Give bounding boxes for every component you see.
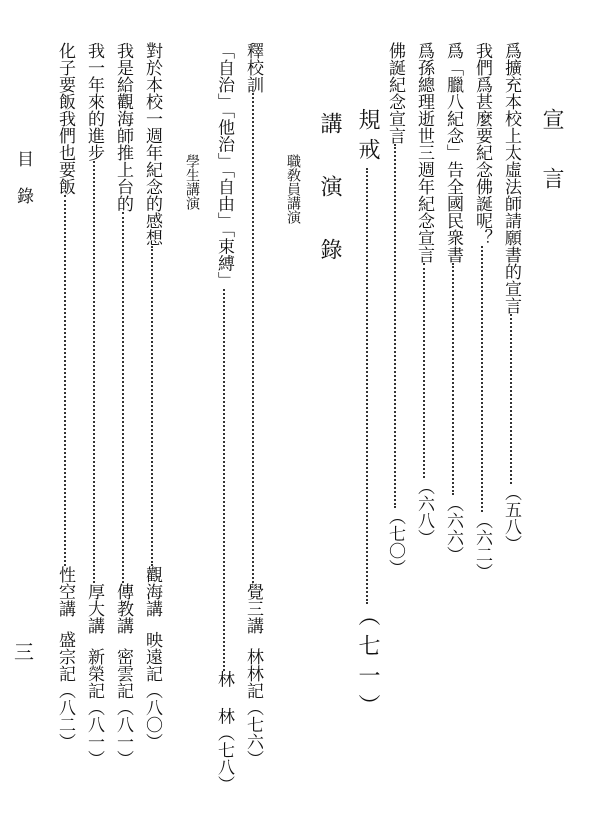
entry-page: （六二） (472, 512, 492, 580)
entry-title: 我們爲甚麼要紀念佛誕呢？ (472, 42, 492, 246)
entry-page: （七〇） (385, 508, 405, 576)
section-heading-jiangyan: 講 演 錄 (317, 112, 342, 268)
entry-page: （六六） (443, 495, 463, 563)
entry-page: 林 林（七八） (214, 670, 234, 793)
toc-entry (114, 42, 131, 767)
entry-credit: 覺三講 (243, 583, 263, 634)
entry-title: 爲孫總理逝世三週年紀念宣言 (414, 42, 434, 263)
entry-credit: 厚大講 (84, 583, 104, 634)
entry-page: （五八） (501, 484, 521, 552)
dot-leader (151, 246, 153, 566)
dot-leader (510, 314, 512, 484)
subsection-heading-staff: 職敎員講演 (285, 154, 301, 224)
dot-leader (452, 263, 454, 495)
dot-leader (252, 93, 254, 583)
entry-credit: 傳教講 (113, 583, 133, 634)
toc-entry (85, 42, 102, 767)
dot-leader (93, 161, 95, 583)
entry-title: 我是給觀海師推上台的 (113, 42, 133, 212)
toc-entry (244, 42, 261, 767)
toc-entry (215, 42, 232, 793)
dot-leader (394, 144, 396, 508)
toc-entry (56, 42, 73, 750)
toc-entry (444, 42, 461, 563)
dot-leader (64, 195, 66, 566)
page-number: 三 (14, 640, 34, 664)
entry-credit: 性空講 (55, 566, 75, 617)
entry-title: 我一年來的進步 (84, 42, 104, 161)
toc-entry (415, 42, 432, 546)
entry-title: 佛誕紀念宣言 (385, 42, 405, 144)
toc-entry (143, 42, 160, 750)
entry-page: 密雲記（八一） (113, 648, 133, 767)
dot-leader (481, 246, 483, 512)
toc-entry (502, 42, 519, 552)
toc-entry-guijie (356, 108, 378, 724)
entry-credit: 觀海講 (142, 566, 162, 617)
toc-entry (386, 42, 403, 576)
section-heading-xuanyan: 宣 言 (539, 108, 564, 195)
toc-entry (473, 42, 490, 580)
subsection-heading-student: 學生講演 (184, 154, 200, 210)
entry-page: 新榮記（八一） (84, 648, 104, 767)
entry-title: 爲擴充本校上太虛法師請願書的宣言 (501, 42, 521, 314)
entry-page: 映遠記（八〇） (142, 631, 162, 750)
running-head-mulu: 目 錄 (13, 150, 33, 204)
section-heading-guijie: 規戒 (355, 108, 380, 168)
entry-title: 釋校訓 (243, 42, 263, 93)
dot-leader (122, 212, 124, 583)
dot-leader (223, 289, 225, 671)
entry-page: 林林記（七六） (243, 648, 263, 767)
entry-title: 爲「臘八紀念」告全國民衆書 (443, 42, 463, 263)
entry-page: （七一） (355, 604, 380, 724)
dot-leader (423, 263, 425, 478)
entry-title: 「自治」「他治」「自由」「束縛」 (214, 42, 234, 289)
dot-leader (366, 168, 368, 604)
entry-title: 對於本校一週年紀念的感想 (142, 42, 162, 246)
entry-page: 盛宗記（八二） (55, 631, 75, 750)
entry-title: 化子要飯我們也要飯 (55, 42, 75, 195)
entry-page: （六八） (414, 478, 434, 546)
